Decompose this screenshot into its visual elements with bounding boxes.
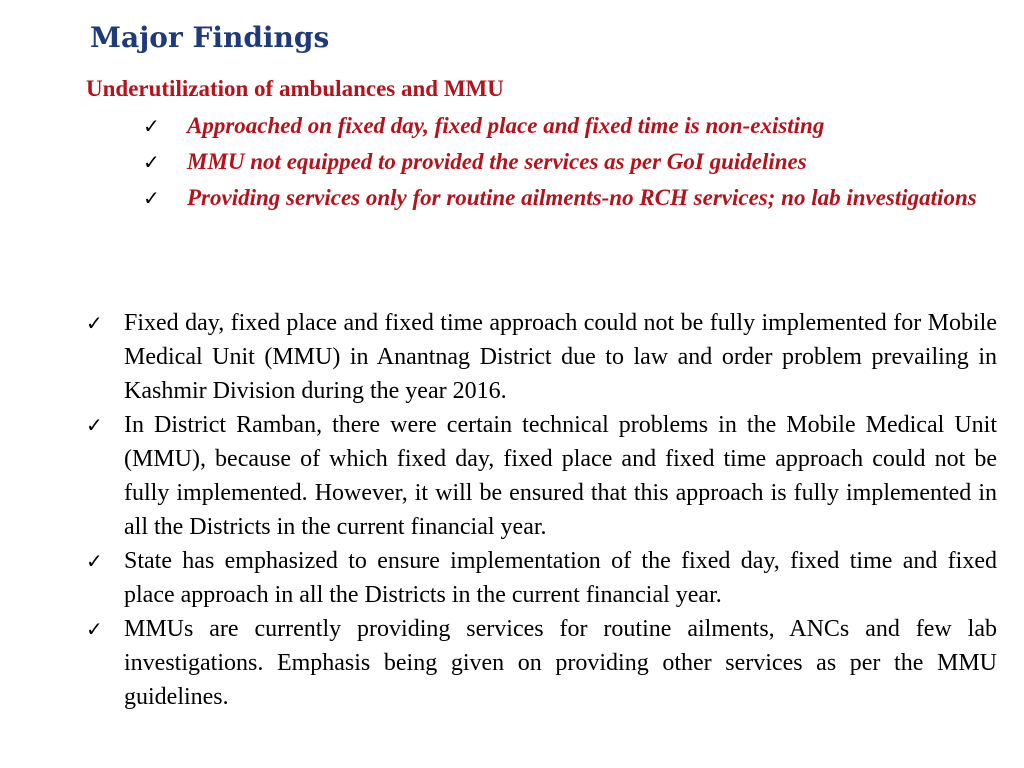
checkmark-icon: ✓ — [143, 186, 160, 210]
response-item — [86, 612, 997, 714]
checkmark-icon: ✓ — [86, 413, 103, 437]
finding-item — [143, 181, 979, 215]
response-text: In District Ramban, there were certain technical problems in the Mobile Medical Unit (MMU), because of which fixed day, fixed place and fixed time approach could not be fully implemented. However, it will be ensured that this approach is fully implemented in all the Districts in the current financial year. — [124, 412, 997, 540]
response-item — [86, 306, 997, 408]
findings-list — [143, 109, 979, 217]
finding-text: Providing services only for routine ailments-no RCH services; no lab investigations — [187, 185, 977, 210]
response-item — [86, 408, 997, 544]
finding-item — [143, 109, 979, 143]
checkmark-icon: ✓ — [86, 311, 103, 335]
response-text: State has emphasized to ensure implementation of the fixed day, fixed time and fixed place approach in all the Districts in the current financial year. — [124, 548, 997, 608]
responses-list — [86, 306, 997, 714]
response-text: MMUs are currently providing services for routine ailments, ANCs and few lab investigations. Emphasis being given on providing other services as per the MMU guidelines. — [124, 616, 997, 710]
response-text: Fixed day, fixed place and fixed time approach could not be fully implemented for Mobile Medical Unit (MMU) in Anantnag District due to law and order problem prevailing in Kashmir Division during the year 2016. — [124, 310, 997, 404]
finding-item — [143, 145, 979, 179]
slide-title: Major Findings — [90, 21, 330, 54]
checkmark-icon: ✓ — [86, 549, 103, 573]
finding-text: Approached on fixed day, fixed place and fixed time is non-existing — [187, 113, 825, 138]
response-item — [86, 544, 997, 612]
checkmark-icon: ✓ — [143, 114, 160, 138]
finding-text: MMU not equipped to provided the services as per GoI guidelines — [187, 149, 807, 174]
findings-subtitle: Underutilization of ambulances and MMU — [86, 76, 504, 101]
checkmark-icon: ✓ — [86, 617, 103, 641]
checkmark-icon: ✓ — [143, 150, 160, 174]
